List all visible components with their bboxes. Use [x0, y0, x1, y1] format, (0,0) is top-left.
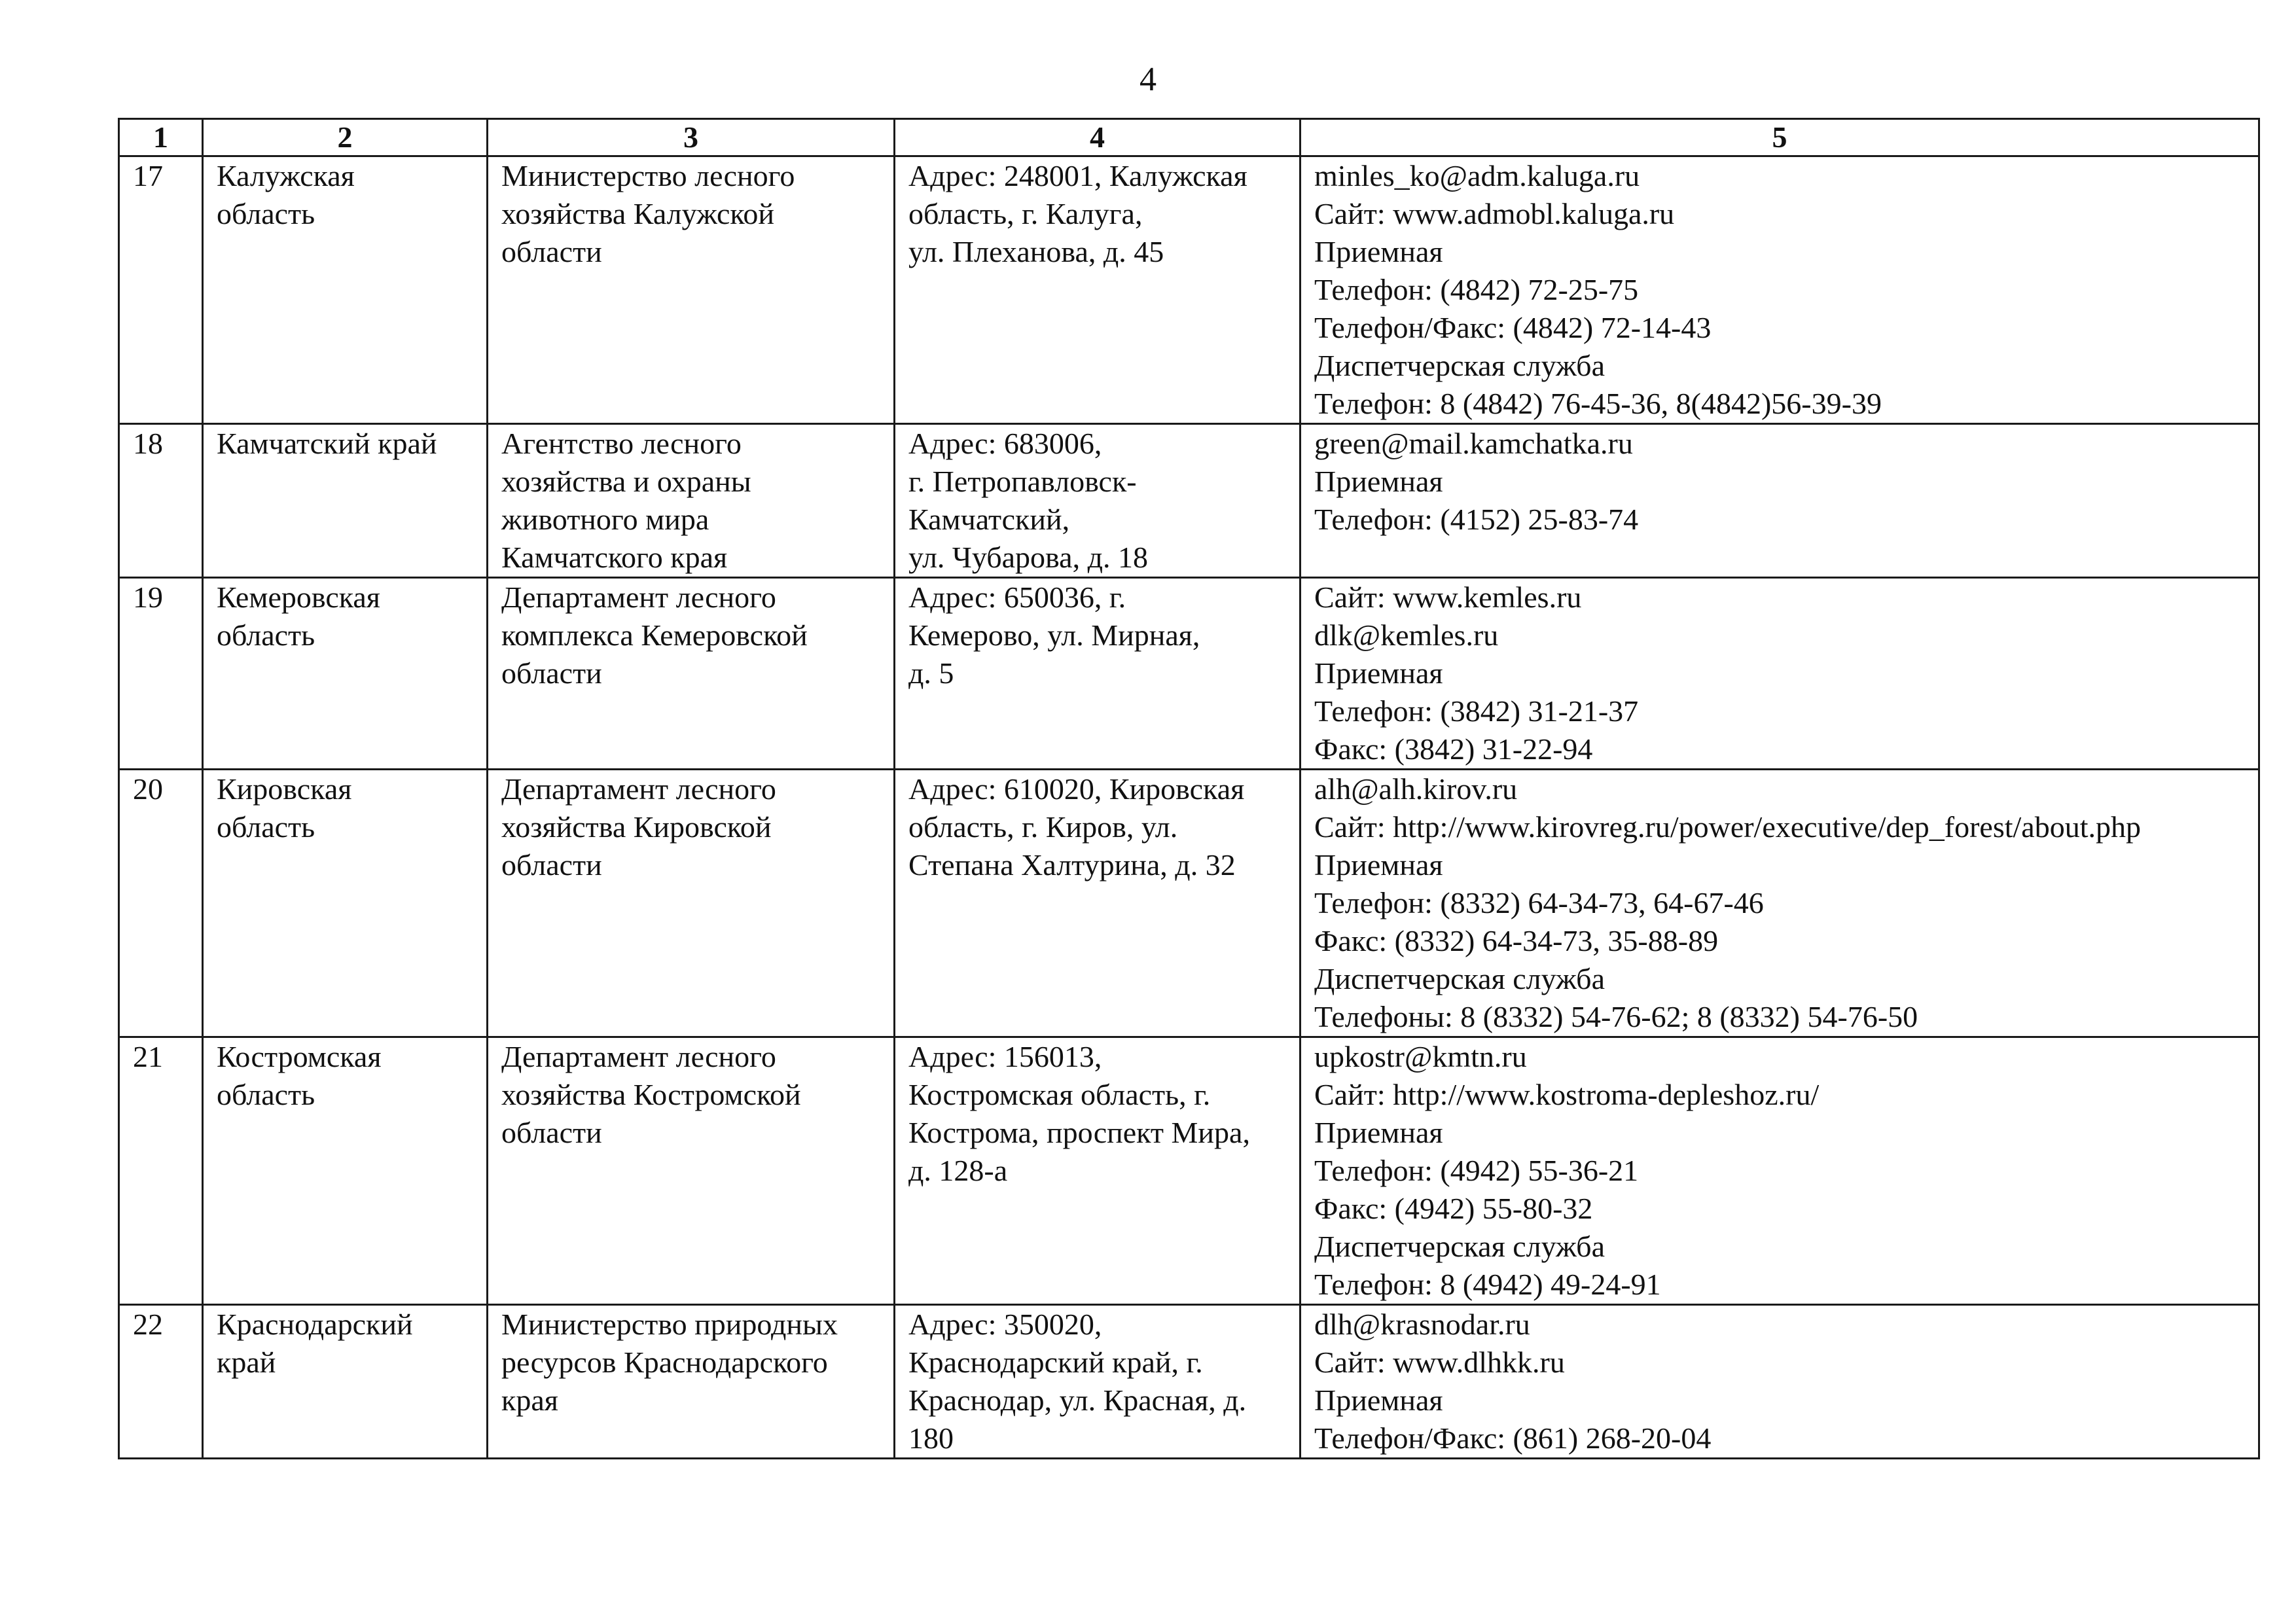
region-cell: Кемеровская область — [203, 578, 488, 770]
contacts-cell: Сайт: www.kemles.ru dlk@kemles.ru Приемная Телефон: (3842) 31-21-37 Факс: (3842) 31-22-94 — [1300, 578, 2259, 770]
column-header: 2 — [203, 119, 488, 156]
forestry-contacts-table — [118, 118, 2260, 1459]
address-cell: Адрес: 650036, г. Кемерово, ул. Мирная, д. 5 — [895, 578, 1300, 770]
table-row — [119, 1037, 2259, 1305]
row-number: 20 — [119, 770, 203, 1037]
organization-cell: Департамент лесного комплекса Кемеровской области — [488, 578, 895, 770]
column-header: 5 — [1300, 119, 2259, 156]
table-row — [119, 156, 2259, 424]
table-row — [119, 770, 2259, 1037]
contacts-cell: green@mail.kamchatka.ru Приемная Телефон: (4152) 25-83-74 — [1300, 424, 2259, 578]
column-header: 3 — [488, 119, 895, 156]
row-number: 21 — [119, 1037, 203, 1305]
address-cell: Адрес: 350020, Краснодарский край, г. Краснодар, ул. Красная, д. 180 — [895, 1305, 1300, 1459]
address-cell: Адрес: 610020, Кировская область, г. Киров, ул. Степана Халтурина, д. 32 — [895, 770, 1300, 1037]
table-row — [119, 1305, 2259, 1459]
region-cell: Краснодарский край — [203, 1305, 488, 1459]
region-cell: Костромская область — [203, 1037, 488, 1305]
row-number: 22 — [119, 1305, 203, 1459]
column-header: 4 — [895, 119, 1300, 156]
organization-cell: Агентство лесного хозяйства и охраны животного мира Камчатского края — [488, 424, 895, 578]
row-number: 18 — [119, 424, 203, 578]
organization-cell: Министерство природных ресурсов Краснодарского края — [488, 1305, 895, 1459]
address-cell: Адрес: 248001, Калужская область, г. Калуга, ул. Плеханова, д. 45 — [895, 156, 1300, 424]
region-cell: Калужская область — [203, 156, 488, 424]
contacts-cell: minles_ko@adm.kaluga.ru Сайт: www.admobl.kaluga.ru Приемная Телефон: (4842) 72-25-75 Телефон/Факс: (4842) 72-14-43 Диспетчерская служба Телефон: 8 (4842) 76-45-36, 8(4842)56-39-39 — [1300, 156, 2259, 424]
organization-cell: Министерство лесного хозяйства Калужской области — [488, 156, 895, 424]
table-row — [119, 424, 2259, 578]
row-number: 17 — [119, 156, 203, 424]
region-cell: Кировская область — [203, 770, 488, 1037]
contacts-cell: dlh@krasnodar.ru Сайт: www.dlhkk.ru Приемная Телефон/Факс: (861) 268-20-04 — [1300, 1305, 2259, 1459]
header-row — [119, 119, 2259, 156]
organization-cell: Департамент лесного хозяйства Кировской области — [488, 770, 895, 1037]
region-cell: Камчатский край — [203, 424, 488, 578]
contacts-cell: alh@alh.kirov.ru Сайт: http://www.kirovreg.ru/power/executive/dep_forest/about.php Приемная Телефон: (8332) 64-34-73, 64-67-46 Факс: (8332) 64-34-73, 35-88-89 Диспетчерская служба Телефоны: 8 (8332) 54-76-62; 8 (8332) 54-76-50 — [1300, 770, 2259, 1037]
address-cell: Адрес: 683006, г. Петропавловск- Камчатский, ул. Чубарова, д. 18 — [895, 424, 1300, 578]
address-cell: Адрес: 156013, Костромская область, г. Кострома, проспект Мира, д. 128-а — [895, 1037, 1300, 1305]
contacts-cell: upkostr@kmtn.ru Сайт: http://www.kostroma-depleshoz.ru/ Приемная Телефон: (4942) 55-36-21 Факс: (4942) 55-80-32 Диспетчерская служба Телефон: 8 (4942) 49-24-91 — [1300, 1037, 2259, 1305]
organization-cell: Департамент лесного хозяйства Костромской области — [488, 1037, 895, 1305]
page-number: 4 — [1139, 61, 1157, 98]
column-header: 1 — [119, 119, 203, 156]
table-row — [119, 578, 2259, 770]
row-number: 19 — [119, 578, 203, 770]
